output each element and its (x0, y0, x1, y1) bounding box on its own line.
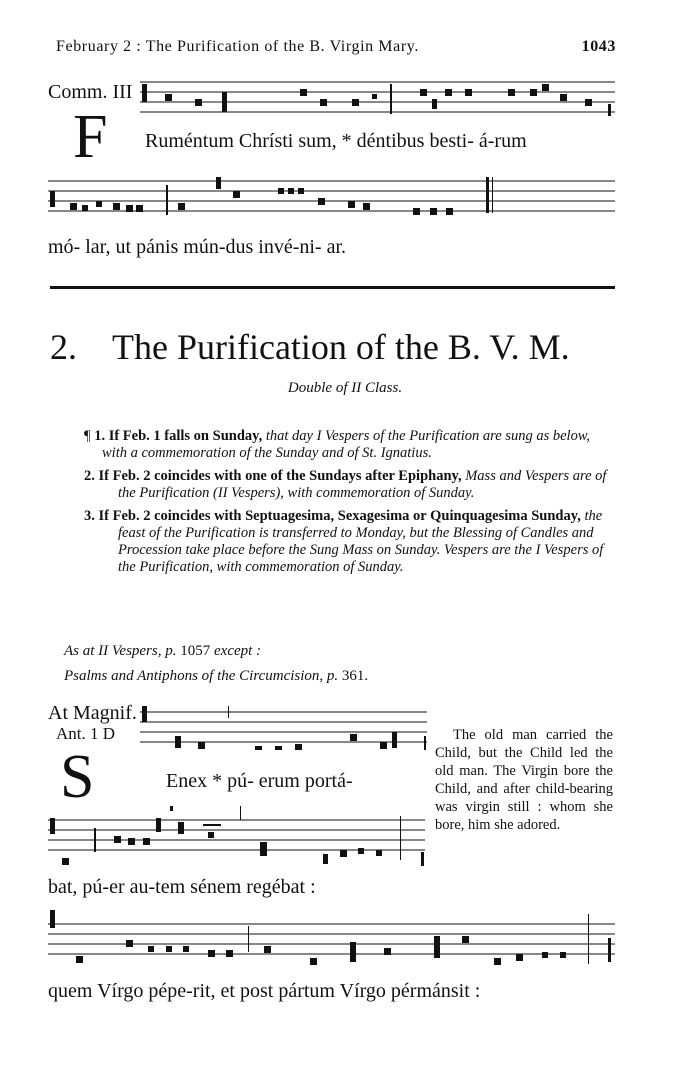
chant-staff-3 (140, 706, 427, 750)
communion-lyric-1: Ruméntum Chrísti sum, * déntibus besti- á-rum (145, 130, 527, 152)
translation: The old man carried the Child, but the Child led the old man. The Virgin bore the Child, and after child-bearing was virgin still : whom she bore, him she adored. (435, 727, 613, 833)
running-head (56, 38, 616, 56)
feast-number: 2. (50, 327, 77, 367)
antiphon-lyric-3: quem Vírgo pépe-rit, et post pártum Vírgo pérmánsit : (48, 980, 481, 1002)
section-divider (50, 286, 615, 289)
communion-label: Comm. III (48, 81, 133, 103)
pilcrow-icon: ¶ (84, 428, 91, 444)
antiphon-lyric-2: bat, pú-er au-tem sénem regébat : (48, 876, 316, 898)
note-psalms: Psalms and Antiphons of the Circumcision, p. 361. (64, 668, 369, 684)
rubrics (64, 428, 616, 582)
chant-staff-2 (48, 175, 615, 225)
drop-initial-s: S (60, 743, 95, 811)
rubric-1: ¶ 1. If Feb. 1 falls on Sunday, that day I Vespers of the Purification are sung as below, with a commemoration of the Sunday and of St. Ignatius. (84, 428, 591, 461)
chant-staff-4 (48, 806, 425, 868)
feast-title (50, 326, 570, 368)
page-number: 1043 (581, 38, 616, 55)
rubric-3: 3. If Feb. 2 coincides with Septuagesima, Sexagesima or Quinquagesima Sunday, the feast of the Purification is transferred to Monday, but the Blessing of Candles and Procession take place before the Sung Mass on Sunday. Vespers are the I Vespers of the Purification, with commemoration of Sunday. (84, 508, 604, 575)
chant-staff-5 (48, 910, 615, 970)
running-head-title: February 2 : The Purification of the B. Virgin Mary. (56, 38, 419, 55)
feast-title-text: The Purification of the B. V. M. (112, 327, 570, 367)
communion-lyric-2: mó- lar, ut pánis mún-dus invé-ni- ar. (48, 236, 347, 258)
antiphon-mode: Ant. 1 D (56, 724, 116, 743)
chant-staff-1 (140, 76, 615, 120)
feast-rank: Double of II Class. (287, 380, 403, 396)
drop-initial-f: F (73, 103, 108, 171)
rubric-2: 2. If Feb. 2 coincides with one of the Sundays after Epiphany, Mass and Vespers are of the Purification (II Vespers), with commemoration of Sunday. (84, 468, 607, 501)
antiphon-lyric-1: Enex * pú- erum portá- (166, 770, 353, 792)
magnificat-label: At Magnif. (48, 702, 137, 724)
note-as-at: As at II Vespers, p. 1057 except : (64, 643, 262, 659)
